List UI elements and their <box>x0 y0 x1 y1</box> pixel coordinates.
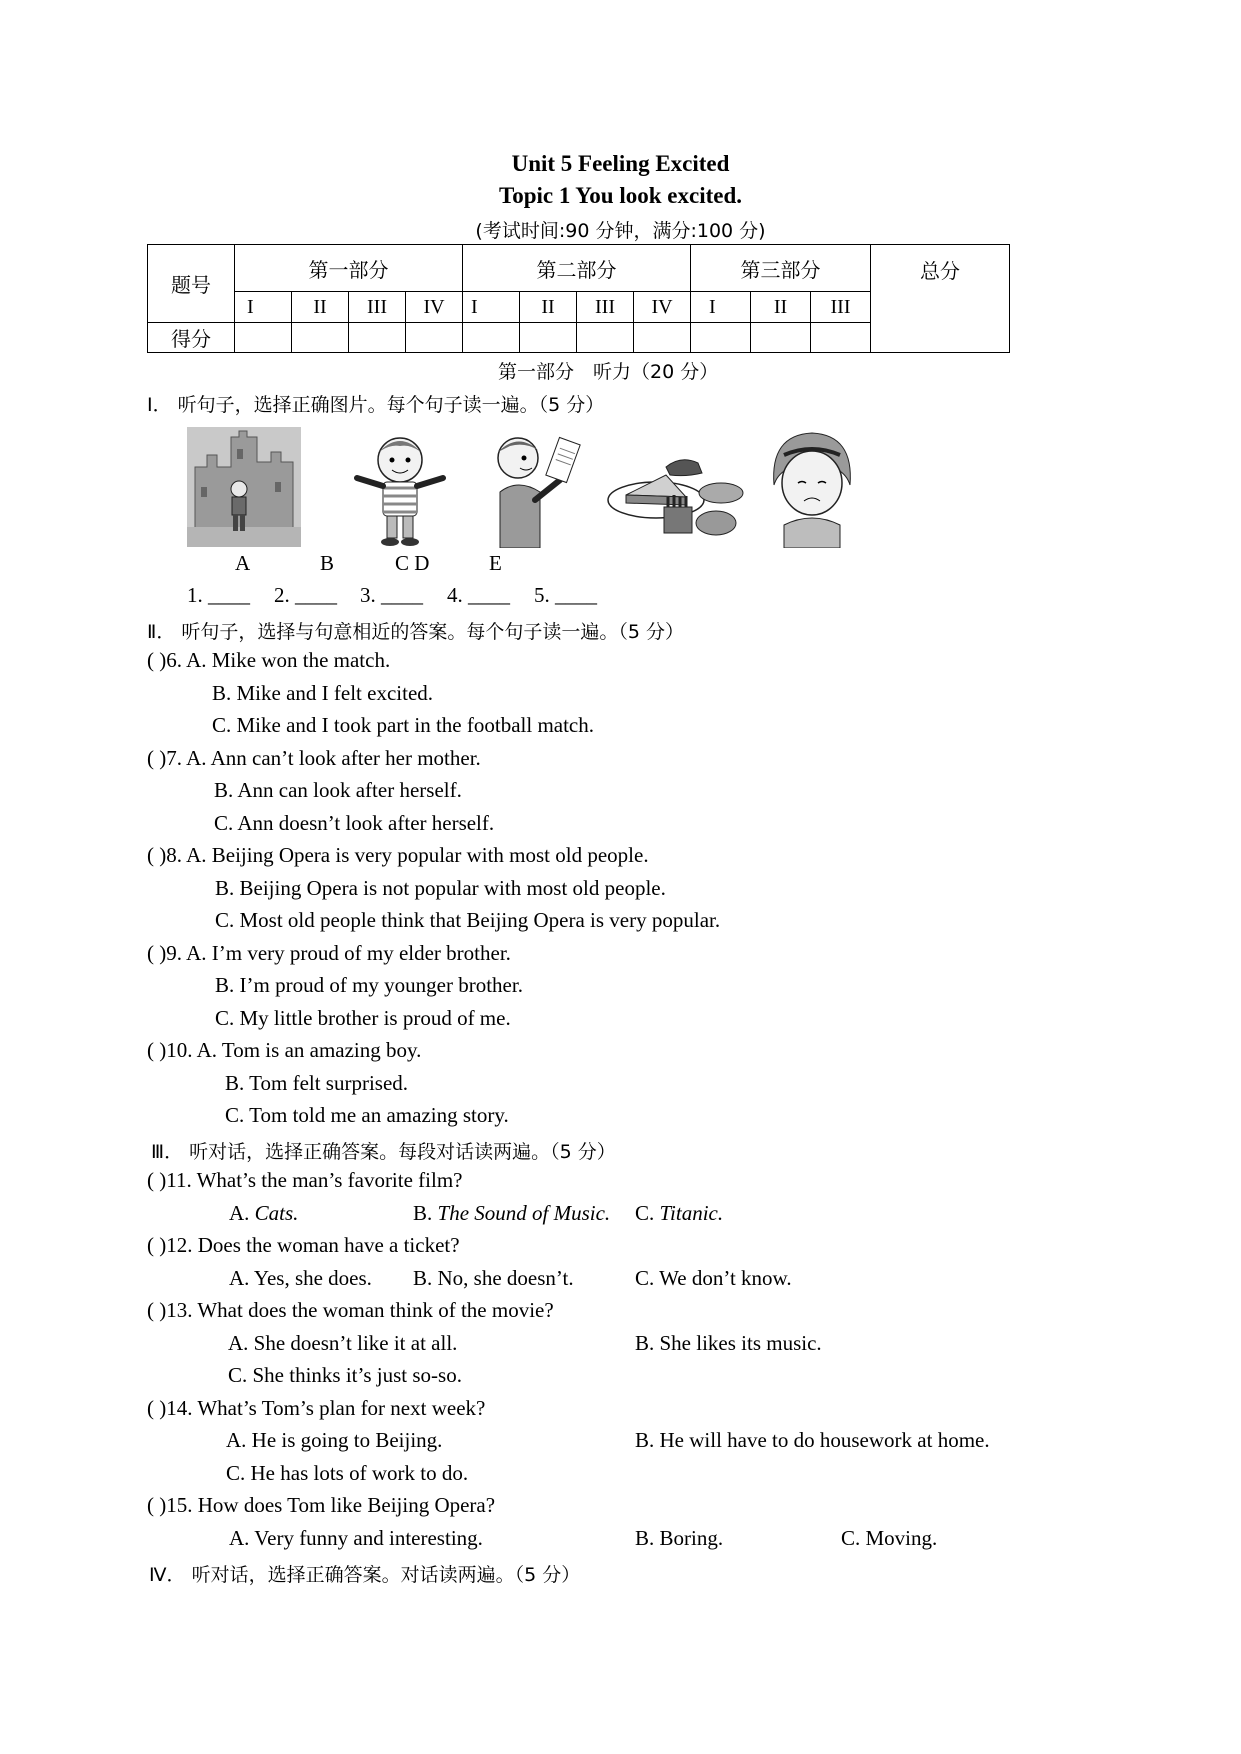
q13-stem: ( )13. What does the woman think of the movie? <box>147 1298 554 1322</box>
q7-option-c: C. Ann doesn’t look after herself. <box>214 811 495 835</box>
q10-option-c: C. Tom told me an amazing story. <box>225 1103 509 1127</box>
q11-option-b: B. The Sound of Music. <box>413 1201 611 1225</box>
score-cell[interactable] <box>691 323 751 353</box>
p2-s2: II <box>520 292 577 323</box>
q7-option-b: B. Ann can look after herself. <box>214 778 462 802</box>
picture-food <box>606 445 746 545</box>
q9-lead: ( )9. A. I’m very proud of my elder brother. <box>147 941 511 965</box>
exam-info: (考试时间:90 分钟，满分:100 分) <box>475 220 766 242</box>
score-cell[interactable] <box>811 323 871 353</box>
q8-option-c: C. Most old people think that Beijing Opera is very popular. <box>215 908 721 932</box>
section4-instruction: Ⅳ． 听对话，选择正确答案。对话读两遍。（5 分） <box>149 1564 581 1586</box>
picture-sad-girl <box>764 425 860 548</box>
q6-option-c: C. Mike and I took part in the football match. <box>212 713 594 737</box>
p2-s4: IV <box>634 292 691 323</box>
part1-head: 第一部分 <box>235 245 463 292</box>
part2-head: 第二部分 <box>463 245 691 292</box>
p1-s3: III <box>349 292 406 323</box>
title-topic: Topic 1 You look excited. <box>498 183 743 208</box>
q6-lead: ( )6. A. Mike won the match. <box>147 648 391 672</box>
q12-option-b: B. No, she doesn’t. <box>413 1266 574 1290</box>
q11-stem: ( )11. What’s the man’s favorite film? <box>147 1168 463 1192</box>
score-table <box>147 244 1010 353</box>
p1-s4: IV <box>406 292 463 323</box>
q9-option-b: B. I’m proud of my younger brother. <box>215 973 523 997</box>
part1-heading: 第一部分 听力（20 分） <box>498 361 719 383</box>
q11-option-c: C. Titanic. <box>635 1201 724 1225</box>
q12-option-c: C. We don’t know. <box>635 1266 792 1290</box>
picture-label-a: A <box>235 551 251 575</box>
section2-instruction: Ⅱ． 听句子，选择与句意相近的答案。每个句子读一遍。（5 分） <box>147 621 685 643</box>
picture-label-e: E <box>489 551 502 575</box>
p3-s3: III <box>811 292 871 323</box>
q11-option-a: A. Cats. <box>229 1201 299 1225</box>
q8-lead: ( )8. A. Beijing Opera is very popular with most old people. <box>147 843 649 867</box>
section1-instruction: Ⅰ． 听句子，选择正确图片。每个句子读一遍。（5 分） <box>147 394 605 416</box>
p1-s1: I <box>235 292 292 323</box>
q10-lead: ( )10. A. Tom is an amazing boy. <box>147 1038 422 1062</box>
p2-s3: III <box>577 292 634 323</box>
q13-option-c: C. She thinks it’s just so-so. <box>228 1363 462 1387</box>
q9-option-c: C. My little brother is proud of me. <box>215 1006 511 1030</box>
q13-option-b: B. She likes its music. <box>635 1331 822 1355</box>
picture-boy-castle <box>187 427 301 547</box>
score-cell[interactable] <box>406 323 463 353</box>
section3-instruction: Ⅲ． 听对话，选择正确答案。每段对话读两遍。（5 分） <box>151 1141 616 1163</box>
picture-label-cd: C D <box>395 551 430 575</box>
picture-boy-waving <box>345 430 455 548</box>
p3-s2: II <box>751 292 811 323</box>
score-cell[interactable] <box>751 323 811 353</box>
q13-option-a: A. She doesn’t like it at all. <box>228 1331 458 1355</box>
p3-s1: I <box>691 292 751 323</box>
blank-2[interactable]: 2. ____ <box>274 583 337 607</box>
score-cell[interactable] <box>235 323 292 353</box>
p1-s2: II <box>292 292 349 323</box>
q15-stem: ( )15. How does Tom like Beijing Opera? <box>147 1493 496 1517</box>
part3-head: 第三部分 <box>691 245 871 292</box>
q7-lead: ( )7. A. Ann can’t look after her mother. <box>147 746 481 770</box>
q6-option-b: B. Mike and I felt excited. <box>212 681 434 705</box>
picture-boy-ticket <box>480 430 590 548</box>
blank-5[interactable]: 5. ____ <box>534 583 597 607</box>
q15-option-a: A. Very funny and interesting. <box>229 1526 483 1550</box>
total-head: 总分 <box>871 245 1010 353</box>
col-head-number: 题号 <box>148 245 235 323</box>
blank-1[interactable]: 1. ____ <box>187 583 250 607</box>
score-cell[interactable] <box>634 323 691 353</box>
picture-label-b: B <box>320 551 335 575</box>
score-cell[interactable] <box>577 323 634 353</box>
score-cell[interactable] <box>463 323 520 353</box>
score-cell[interactable] <box>520 323 577 353</box>
score-cell[interactable] <box>292 323 349 353</box>
q14-option-c: C. He has lots of work to do. <box>226 1461 469 1485</box>
q10-option-b: B. Tom felt surprised. <box>225 1071 409 1095</box>
q14-option-b: B. He will have to do housework at home. <box>635 1428 990 1452</box>
blank-3[interactable]: 3. ____ <box>360 583 423 607</box>
row-score-head: 得分 <box>148 323 235 353</box>
q14-stem: ( )14. What’s Tom’s plan for next week? <box>147 1396 486 1420</box>
q15-option-c: C. Moving. <box>841 1526 938 1550</box>
q8-option-b: B. Beijing Opera is not popular with most old people. <box>215 876 666 900</box>
q14-option-a: A. He is going to Beijing. <box>226 1428 443 1452</box>
title-unit: Unit 5 Feeling Excited <box>511 151 730 176</box>
blank-4[interactable]: 4. ____ <box>447 583 510 607</box>
q12-stem: ( )12. Does the woman have a ticket? <box>147 1233 460 1257</box>
q12-option-a: A. Yes, she does. <box>229 1266 372 1290</box>
p2-s1: I <box>463 292 520 323</box>
score-cell[interactable] <box>349 323 406 353</box>
q15-option-b: B. Boring. <box>635 1526 724 1550</box>
